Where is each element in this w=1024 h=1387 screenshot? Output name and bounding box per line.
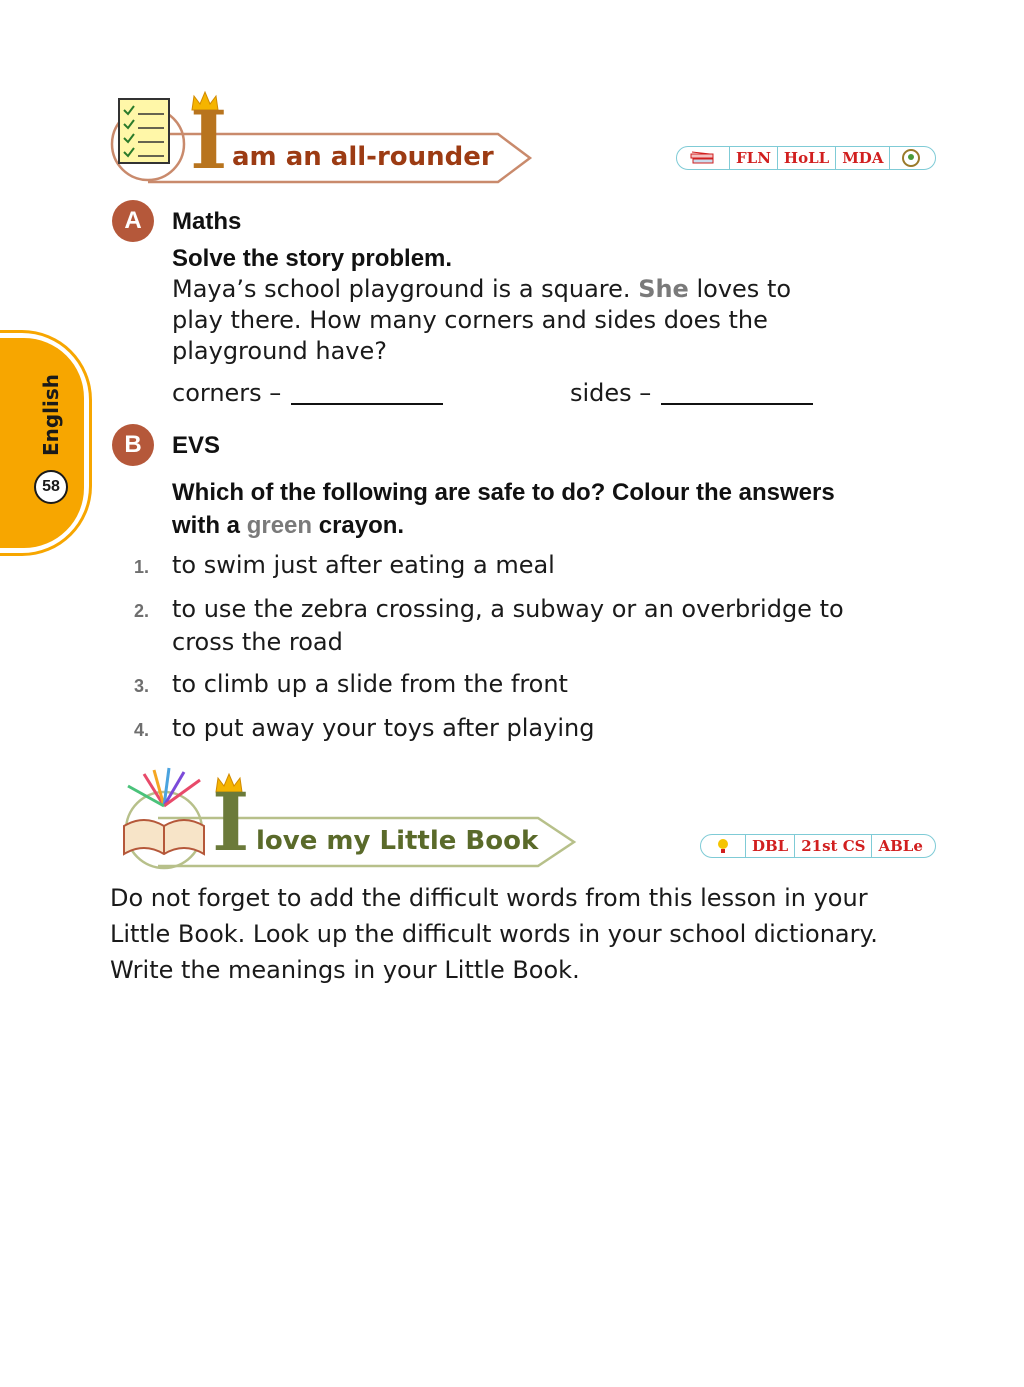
instruction-b-line-2 [172, 509, 912, 542]
checklist-icon [118, 98, 170, 164]
banner-title: am an all-rounder [232, 142, 494, 172]
corners-label: corners – [172, 379, 282, 407]
corners-blank[interactable] [291, 403, 443, 405]
section-badge-a: A [112, 200, 154, 242]
paragraph-line: Write the meanings in your Little Book. [110, 956, 580, 984]
list-item[interactable] [134, 550, 914, 583]
item-number: 4. [134, 720, 150, 740]
story-highlight: She [638, 275, 689, 303]
sides-label: sides – [570, 379, 652, 407]
list-item[interactable] [134, 713, 914, 746]
instruction-b [172, 476, 912, 542]
banner-letter: I [190, 93, 228, 187]
open-book-icon [114, 766, 214, 866]
item-number: 2. [134, 601, 150, 621]
sides-blank[interactable] [661, 403, 813, 405]
badge-icon [889, 147, 932, 169]
skill-tag: DBL [745, 835, 794, 857]
lightbulb-icon [701, 835, 745, 857]
safety-list [134, 550, 914, 746]
section-subject-maths: Maths [172, 208, 242, 235]
section-banner-all-rounder [108, 86, 538, 186]
skill-tag: 21st CS [794, 835, 871, 857]
section-subject-evs: EVS [172, 432, 221, 459]
list-item[interactable] [134, 594, 914, 658]
skill-tag: MDA [835, 147, 889, 169]
instruction-a: Solve the story problem. [172, 245, 453, 272]
list-item[interactable] [134, 669, 914, 702]
instruction-color-word: green [246, 512, 313, 539]
books-icon [677, 147, 729, 169]
item-text: to climb up a slide from the front [172, 670, 568, 698]
banner-letter: I [212, 775, 250, 869]
story-line-1 [172, 274, 852, 305]
skill-tag: FLN [729, 147, 777, 169]
paragraph-line: Little Book. Look up the difficult words in your school dictionary. [110, 920, 878, 948]
story-text: loves to [696, 275, 792, 303]
instruction-text: crayon. [318, 512, 405, 539]
books-icon-svg [690, 150, 716, 166]
banner-title: love my Little Book [256, 826, 539, 856]
item-text: to use the zebra crossing, a subway or an overbridge to [172, 595, 844, 623]
skill-tag: HoLL [777, 147, 835, 169]
lightbulb-icon-svg [714, 837, 732, 855]
page-number: 58 [34, 470, 68, 504]
story-line-3: playground have? [172, 337, 387, 365]
instruction-b-line-1: Which of the following are safe to do? Colour the answers [172, 479, 835, 506]
corners-answer [172, 378, 443, 409]
paragraph-line: Do not forget to add the difficult words from this lesson in your [110, 884, 868, 912]
item-number: 3. [134, 676, 150, 696]
checkmarks [120, 100, 168, 162]
skill-tags [700, 834, 936, 858]
item-text: to put away your toys after playing [172, 714, 595, 742]
little-book-paragraph [110, 880, 930, 988]
item-number: 1. [134, 557, 150, 577]
sides-answer [570, 378, 813, 409]
item-text: to swim just after eating a meal [172, 551, 555, 579]
subject-label: English [39, 373, 63, 457]
story-line-2: play there. How many corners and sides does the [172, 306, 768, 334]
skill-tags [676, 146, 936, 170]
badge-icon-svg [901, 148, 921, 168]
skill-tag: ABLe [871, 835, 928, 857]
section-badge-b: B [112, 424, 154, 466]
story-text: Maya’s school playground is a square. [172, 275, 631, 303]
story-problem [172, 274, 852, 367]
item-text-cont: cross the road [172, 628, 343, 656]
section-banner-little-book [108, 762, 584, 872]
instruction-text: with a [172, 512, 241, 539]
